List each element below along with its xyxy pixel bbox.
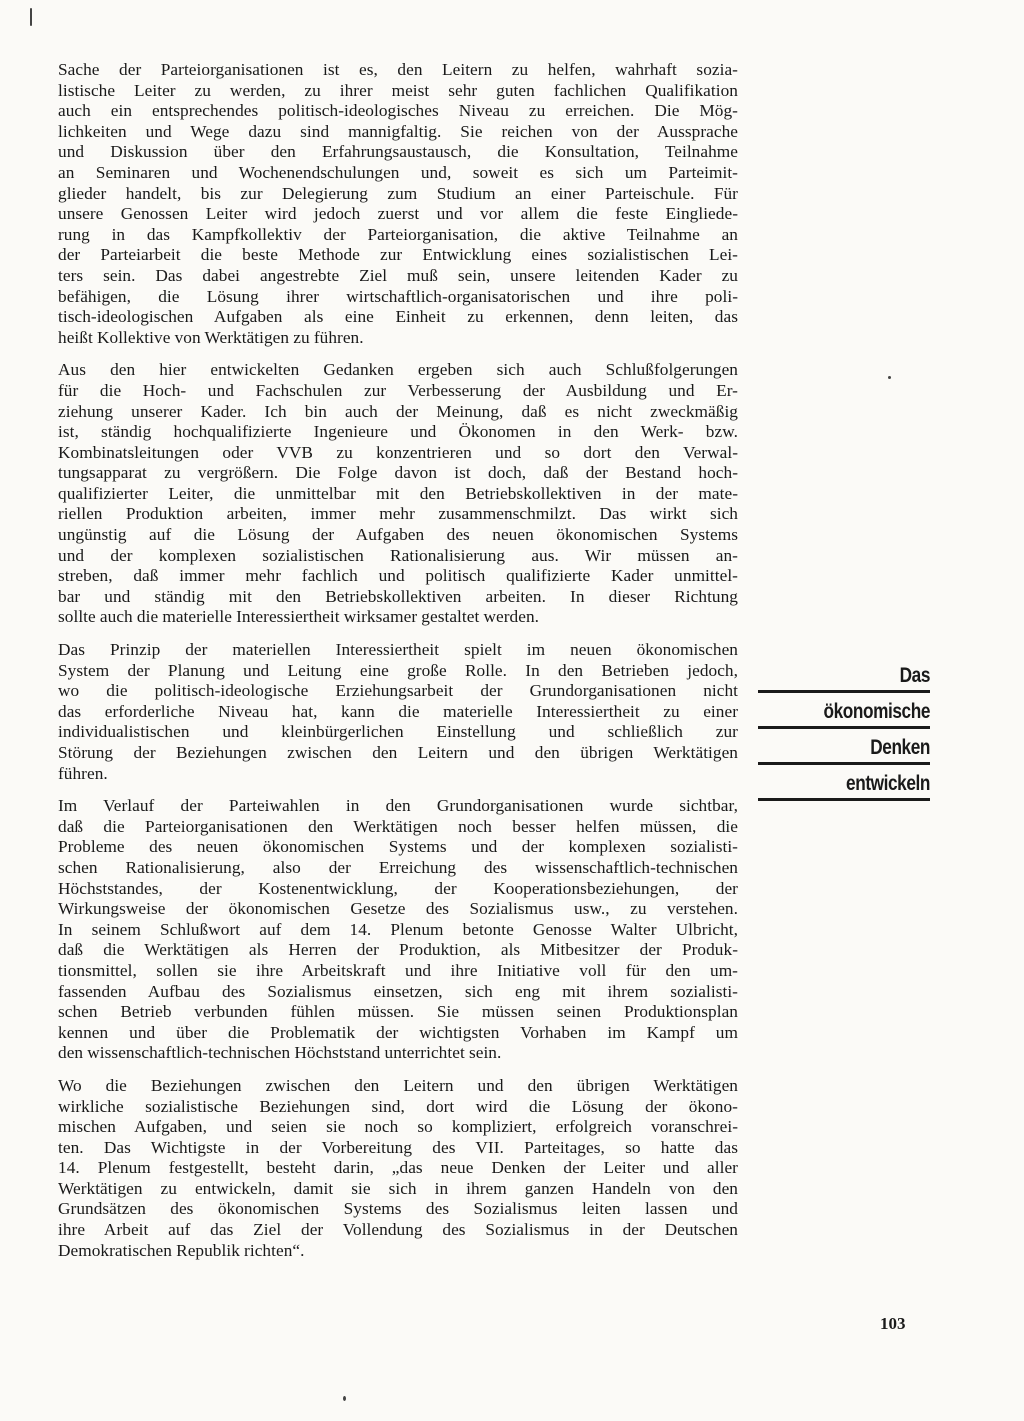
text-line: daß die Parteiorganisationen den Werktätigen noch besser helfen müssen, die [58,816,738,836]
text-line: Demokratischen Republik richten“. [58,1240,305,1260]
text-line: der Parteiarbeit die beste Methode zur Entwicklung eines sozialistischen Lei- [58,245,738,265]
text-line: heißt Kollektive von Werktätigen zu führen. [58,327,364,347]
marginal-rule [758,726,930,729]
marginal-rule [758,762,930,765]
text-line: Grundsätzen des ökonomischen Systems des Sozialismus leiten lassen und [58,1199,738,1219]
text-line: das erforderliche Niveau hat, kann die materielle Interessiertheit zu einer [58,701,738,721]
text-line: unsere Genossen Leiter wird jedoch zuerst und vor allem die feste Eingliede- [58,204,738,224]
text-line: tionsmittel, sollen sie ihre Arbeitskraft und ihre Initiative voll für den um- [58,960,738,980]
body-text-column [58,60,738,1273]
text-line: riellen Produktion arbeiten, immer mehr zusammenschmilzt. Das wirkt sich [58,504,738,524]
text-line: den wissenschaftlich-technischen Höchststand unterrichtet sein. [58,1043,502,1063]
text-line: führen. [58,763,108,783]
text-line: Probleme des neuen ökonomischen Systems und der komplexen sozialisti- [58,837,738,857]
text-line: Störung der Beziehungen zwischen den Leitern und den übrigen Werktätigen [58,743,738,762]
text-line: befähigen, die Lösung ihrer wirtschaftlich-organisatorischen und ihre poli- [58,286,738,306]
text-line: Im Verlauf der Parteiwahlen in den Grundorganisationen wurde sichtbar, [58,796,738,816]
scan-speck [888,376,891,379]
page-number: 103 [880,1314,906,1333]
text-line: Werktätigen zu entwickeln, damit sie sich in ihrem ganzen Handeln von den [58,1178,738,1198]
text-line: Wirkungsweise der ökonomischen Gesetze des Sozialismus usw., zu verstehen. [58,899,738,919]
text-line: Kombinatsleitungen oder VVB zu konzentrieren und so dort den Verwal- [58,442,738,462]
paragraph-3 [58,640,738,784]
text-line: Sache der Parteiorganisationen ist es, den Leitern zu helfen, wahrhaft sozia- [58,60,738,79]
text-line: 14. Plenum festgestellt, besteht darin, „das neue Denken der Leiter und aller [58,1158,738,1178]
paragraph-2 [58,360,738,628]
marginal-heading-line: entwickeln [846,772,930,795]
text-line: wo die politisch-ideologische Erziehungsarbeit der Grundorganisationen nicht [58,681,738,701]
text-line: Das Prinzip der materiellen Interessiertheit spielt im neuen ökonomischen [58,640,738,660]
text-line: qualifizierter Leiter, die unmittelbar mit den Betriebskollektiven in der mate- [58,483,738,503]
text-line: fassenden Aufbau des Sozialismus einsetzen, sich eng mit ihrem sozialisti- [58,981,738,1001]
text-line: daß die Werktätigen als Herren der Produktion, als Mitbesitzer der Produk- [58,940,738,960]
text-line: glieder handelt, bis zur Delegierung zum Studium an einer Parteischule. Für [58,183,738,203]
paragraph-1 [58,60,738,348]
text-line: an Seminaren und Wochenendschulungen und, soweit es sich um Parteimit- [58,162,738,182]
marginal-heading [758,660,930,804]
marginal-heading-line: ökonomische [823,700,930,723]
text-line: ters sein. Das dabei angestrebte Ziel muß sein, unsere leitenden Kader zu [58,265,738,285]
marginal-heading-line: Denken [870,736,930,759]
text-line: schen Rationalisierung, also der Erreichung des wissenschaftlich-technischen [58,857,738,877]
text-line: Wo die Beziehungen zwischen den Leitern und den übrigen Werktätigen [58,1075,738,1095]
text-line: lichkeiten und Wege dazu sind mannigfaltig. Sie reichen von der Aussprache [58,121,738,141]
marginal-rule [758,798,930,801]
text-line: rung in das Kampfkollektiv der Parteiorganisation, die aktive Teilnahme an [58,224,738,244]
scan-speck [343,1396,346,1401]
text-line: kennen und über die Problematik der wichtigsten Vorhaben im Kampf um [58,1022,738,1042]
text-line: mischen Aufgaben, und seien sie noch so kompliziert, erfolgreich voranschrei- [58,1117,738,1137]
text-line: bar und ständig mit den Betriebskollektiven arbeiten. In dieser Richtung [58,586,738,606]
text-line: und der komplexen sozialistischen Rationalisierung aus. Wir müssen an- [58,545,738,565]
text-line: tisch-ideologischen Aufgaben als eine Einheit zu erkennen, denn leiten, das [58,307,738,327]
text-line: streben, daß immer mehr fachlich und politisch qualifizierte Kader unmittel- [58,566,738,586]
text-line: und Diskussion über den Erfahrungsaustausch, die Konsultation, Teilnahme [58,142,738,162]
paragraph-4 [58,796,738,1064]
text-line: sollte auch die materielle Interessiertheit wirksamer gestaltet werden. [58,607,540,627]
text-line: schen Betrieb verbunden fühlen müssen. Sie müssen seinen Produktionsplan [58,1002,738,1022]
text-line: auch ein entsprechendes politisch-ideologisches Niveau zu erreichen. Die Mög- [58,101,738,121]
text-line: individualistischen und kleinbürgerlichen Einstellung und schließlich zur [58,722,738,742]
text-line: ist, ständig hochqualifizierte Ingenieure und Ökonomen in den Werk- bzw. [58,422,738,442]
text-line: In seinem Schlußwort auf dem 14. Plenum betonte Genosse Walter Ulbricht, [58,919,738,939]
text-line: ten. Das Wichtigste in der Vorbereitung des VII. Parteitages, so hatte das [58,1137,738,1157]
paragraph-5 [58,1076,738,1261]
marginal-heading-line: Das [899,664,930,687]
text-line: ziehung unserer Kader. Ich bin auch der Meinung, daß es nicht zweckmäßig [58,401,738,421]
text-line: Höchststandes, der Kostenentwicklung, der Kooperationsbeziehungen, der [58,878,738,898]
text-line: System der Planung und Leitung eine große Rolle. In den Betrieben jedoch, [58,660,738,680]
text-line: wirkliche sozialistische Beziehungen sind, dort wird die Lösung der ökono- [58,1096,738,1116]
text-line: tungsapparat zu vergrößern. Die Folge davon ist doch, daß der Bestand hoch- [58,463,738,483]
text-line: listische Leiter zu werden, zu ihrer meist sehr guten fachlichen Qualifikation [58,80,738,100]
text-line: ungünstig auf die Lösung der Aufgaben des neuen ökonomischen Systems [58,525,738,545]
text-line: Aus den hier entwickelten Gedanken ergeben sich auch Schlußfolgerungen [58,360,738,380]
text-line: ihre Arbeit auf das Ziel der Vollendung des Sozialismus in der Deutschen [58,1220,738,1240]
text-line: für die Hoch- und Fachschulen zur Verbesserung der Ausbildung und Er- [58,380,738,400]
scan-speck [30,8,32,26]
marginal-rule [758,690,930,693]
